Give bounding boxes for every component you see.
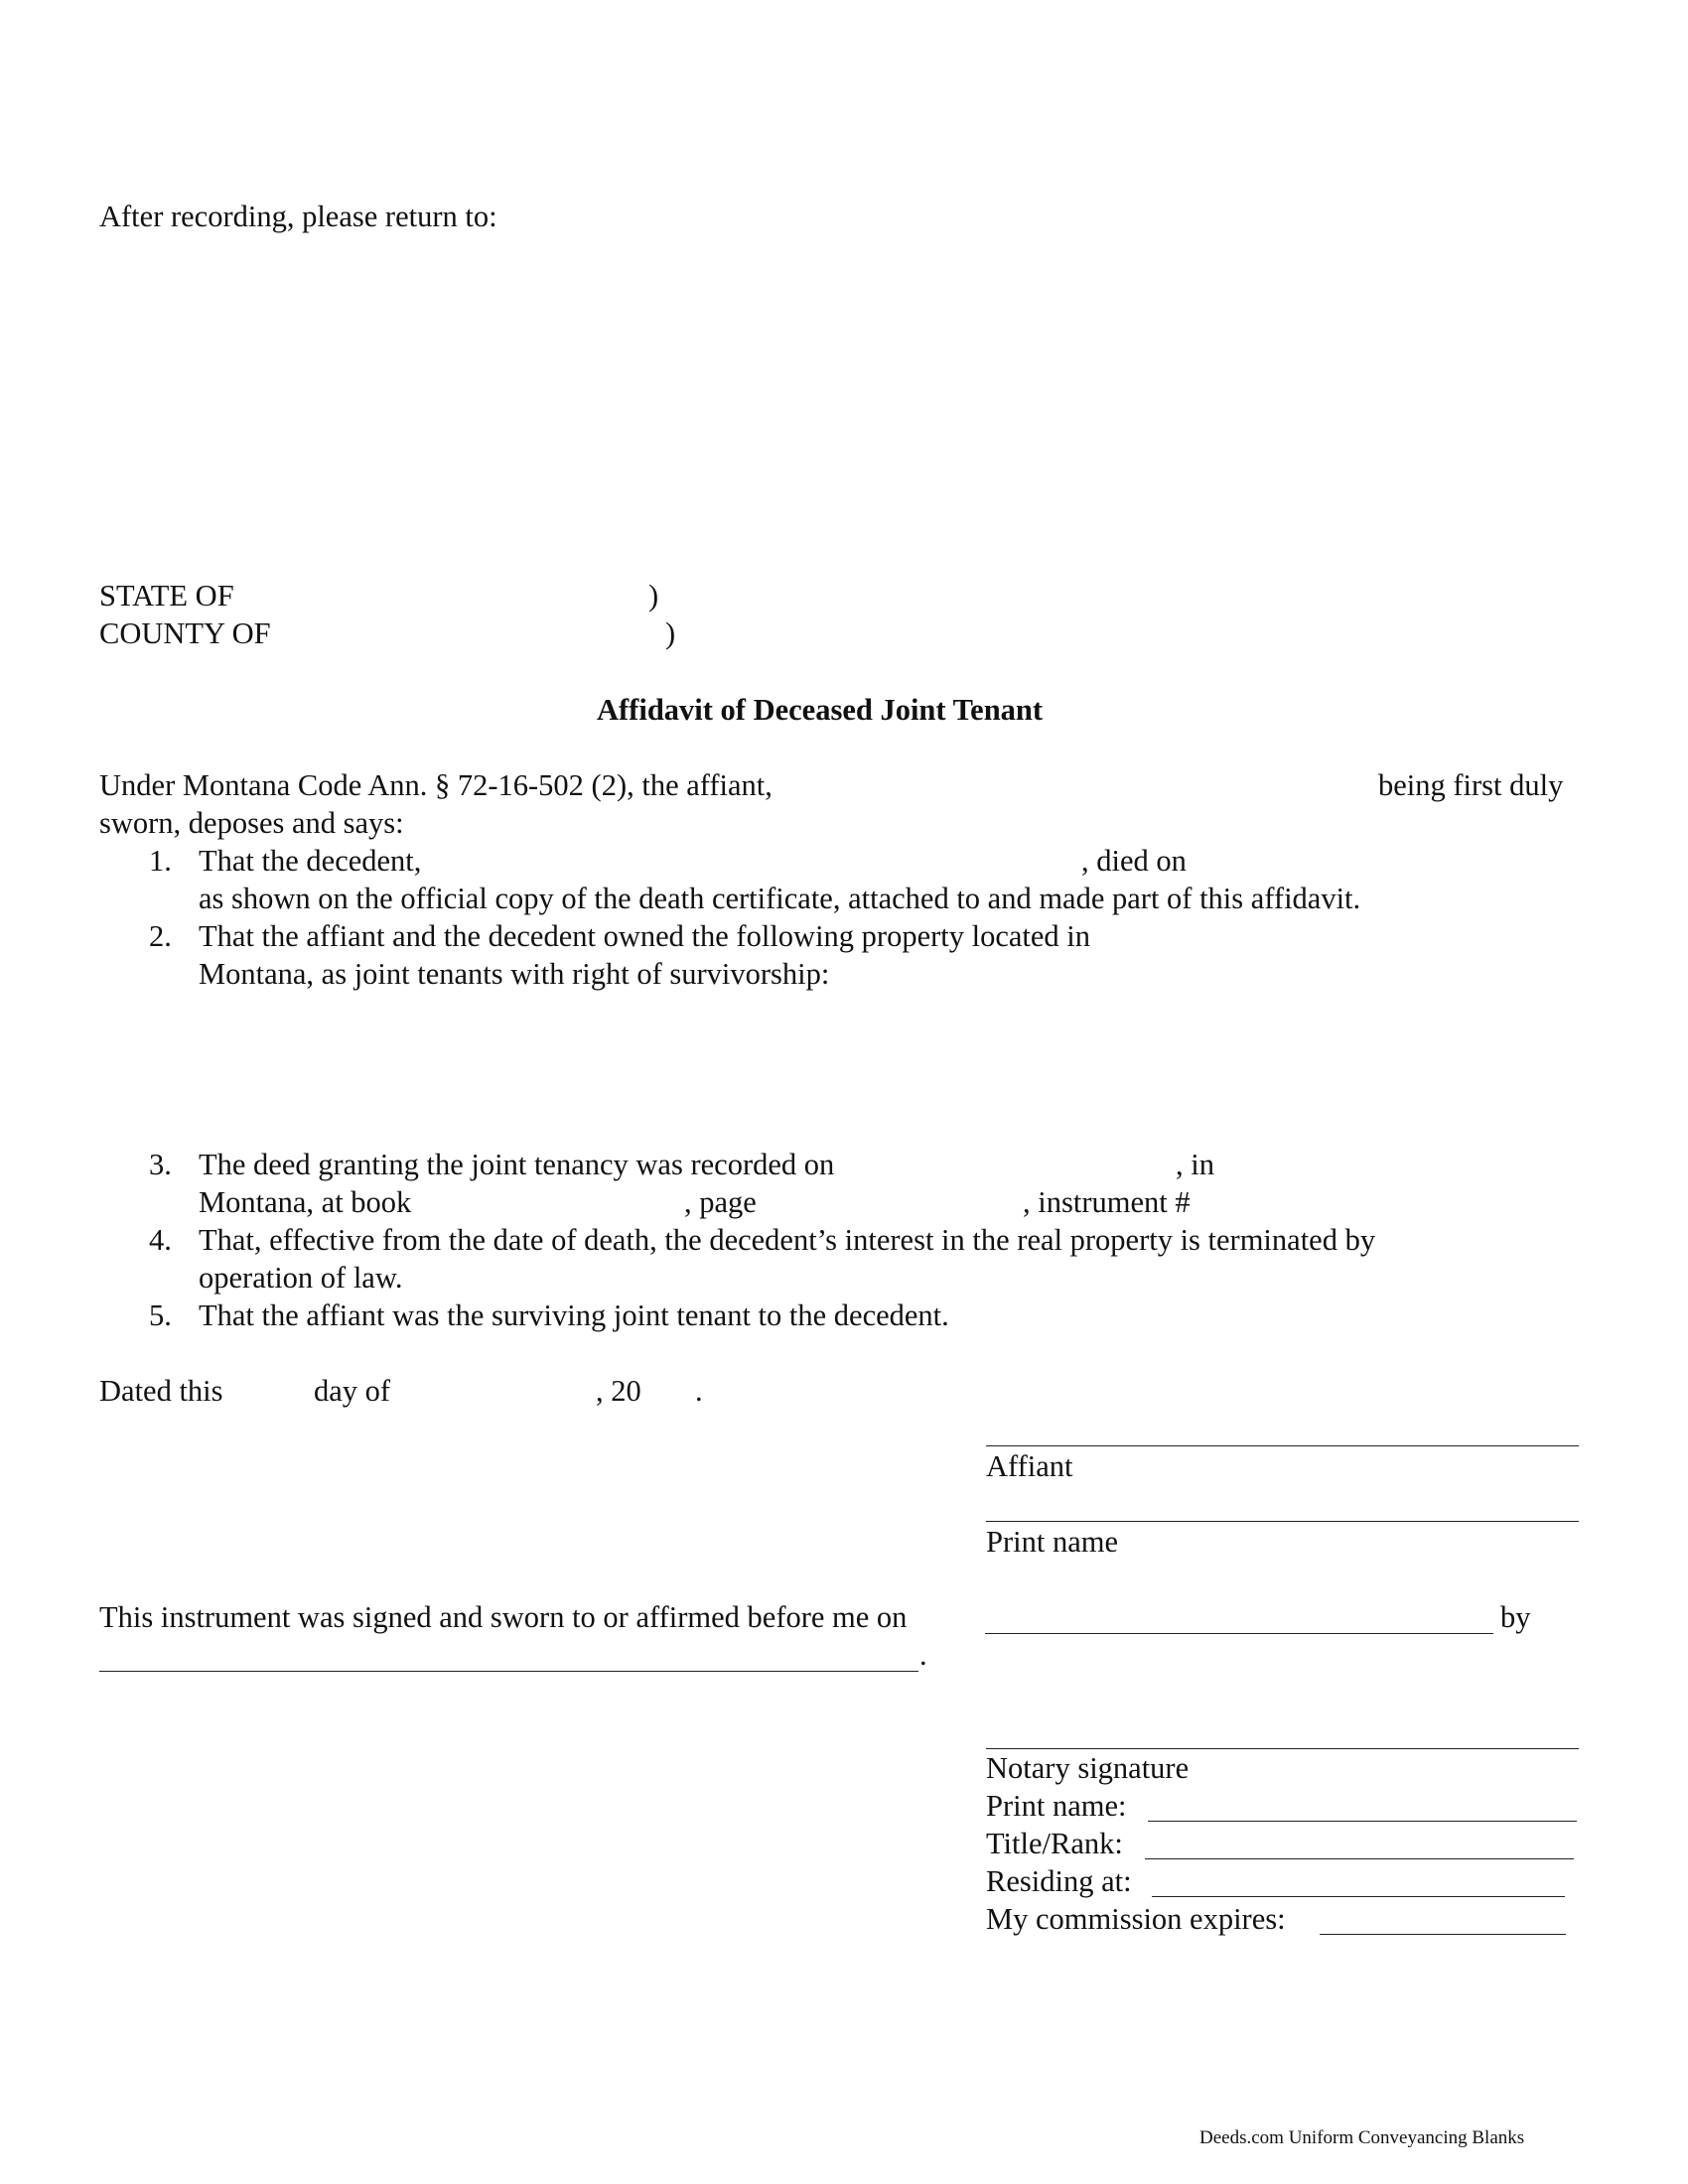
item-2-line-2: Montana, as joint tenants with right of survivorship: bbox=[199, 957, 830, 991]
notary-signature-label: Notary signature bbox=[986, 1751, 1190, 1785]
item-3-instrument-label: , instrument # bbox=[1023, 1185, 1191, 1219]
notary-print-name-line bbox=[1148, 1821, 1577, 1822]
item-3-page-label: , page bbox=[684, 1185, 757, 1219]
intro-line-2: sworn, deposes and says: bbox=[99, 806, 404, 840]
footer-text: Deeds.com Uniform Conveyancing Blanks bbox=[1199, 2127, 1525, 2148]
item-2-line-1: That the affiant and the decedent owned the following property located in bbox=[199, 919, 1091, 953]
item-2-number: 2. bbox=[149, 919, 172, 953]
notary-by-label: by bbox=[1500, 1600, 1531, 1634]
county-paren: ) bbox=[665, 616, 676, 650]
notary-residing-at-label: Residing at: bbox=[986, 1864, 1132, 1898]
item-4-line-2: operation of law. bbox=[199, 1261, 403, 1295]
year-label: , 20 bbox=[596, 1374, 641, 1408]
notary-title-rank-line bbox=[1145, 1858, 1574, 1859]
sworn-date-line bbox=[985, 1633, 1493, 1634]
notary-sworn-text: This instrument was signed and sworn to or affirmed before me on bbox=[99, 1600, 908, 1634]
item-3-text-b: , in bbox=[1176, 1148, 1214, 1181]
item-3-text-a: The deed granting the joint tenancy was recorded on bbox=[199, 1148, 835, 1181]
item-4-line-1: That, effective from the date of death, the decedent’s interest in the real property is terminated by bbox=[199, 1223, 1376, 1257]
notary-signature-line bbox=[986, 1748, 1579, 1749]
notary-period: . bbox=[919, 1638, 927, 1672]
notary-title-rank-label: Title/Rank: bbox=[986, 1827, 1123, 1860]
sworn-by-name-line bbox=[99, 1671, 918, 1672]
intro-line-1: Under Montana Code Ann. § 72-16-502 (2), the affiant, bbox=[99, 768, 773, 802]
return-to-label: After recording, please return to: bbox=[99, 200, 497, 233]
item-5-number: 5. bbox=[149, 1298, 172, 1332]
item-5-line-1: That the affiant was the surviving joint tenant to the decedent. bbox=[199, 1298, 949, 1332]
item-4-number: 4. bbox=[149, 1223, 172, 1257]
notary-commission-line bbox=[1320, 1934, 1566, 1935]
notary-commission-label: My commission expires: bbox=[986, 1902, 1286, 1936]
item-1-text-b: , died on bbox=[1081, 844, 1187, 878]
day-of-label: day of bbox=[314, 1374, 391, 1408]
item-3-number: 3. bbox=[149, 1148, 172, 1181]
item-1-line-2: as shown on the official copy of the death certificate, attached to and made part of this affidavit. bbox=[199, 882, 1361, 915]
item-1-text-a: That the decedent, bbox=[199, 844, 422, 878]
dated-period: . bbox=[695, 1374, 703, 1408]
notary-print-name-label: Print name: bbox=[986, 1789, 1127, 1823]
affiant-signature-line bbox=[986, 1445, 1579, 1446]
county-of-label: COUNTY OF bbox=[99, 616, 271, 650]
print-name-label: Print name bbox=[986, 1525, 1118, 1559]
item-3-book-label: Montana, at book bbox=[199, 1185, 412, 1219]
intro-line-1-right: being first duly bbox=[1378, 768, 1564, 802]
affiant-label: Affiant bbox=[986, 1449, 1073, 1483]
state-of-label: STATE OF bbox=[99, 579, 234, 613]
dated-this-label: Dated this bbox=[99, 1374, 223, 1408]
notary-residing-at-line bbox=[1152, 1896, 1565, 1897]
item-1-number: 1. bbox=[149, 844, 172, 878]
state-paren: ) bbox=[648, 579, 659, 613]
document-title: Affidavit of Deceased Joint Tenant bbox=[597, 693, 1044, 727]
print-name-line bbox=[986, 1521, 1579, 1522]
